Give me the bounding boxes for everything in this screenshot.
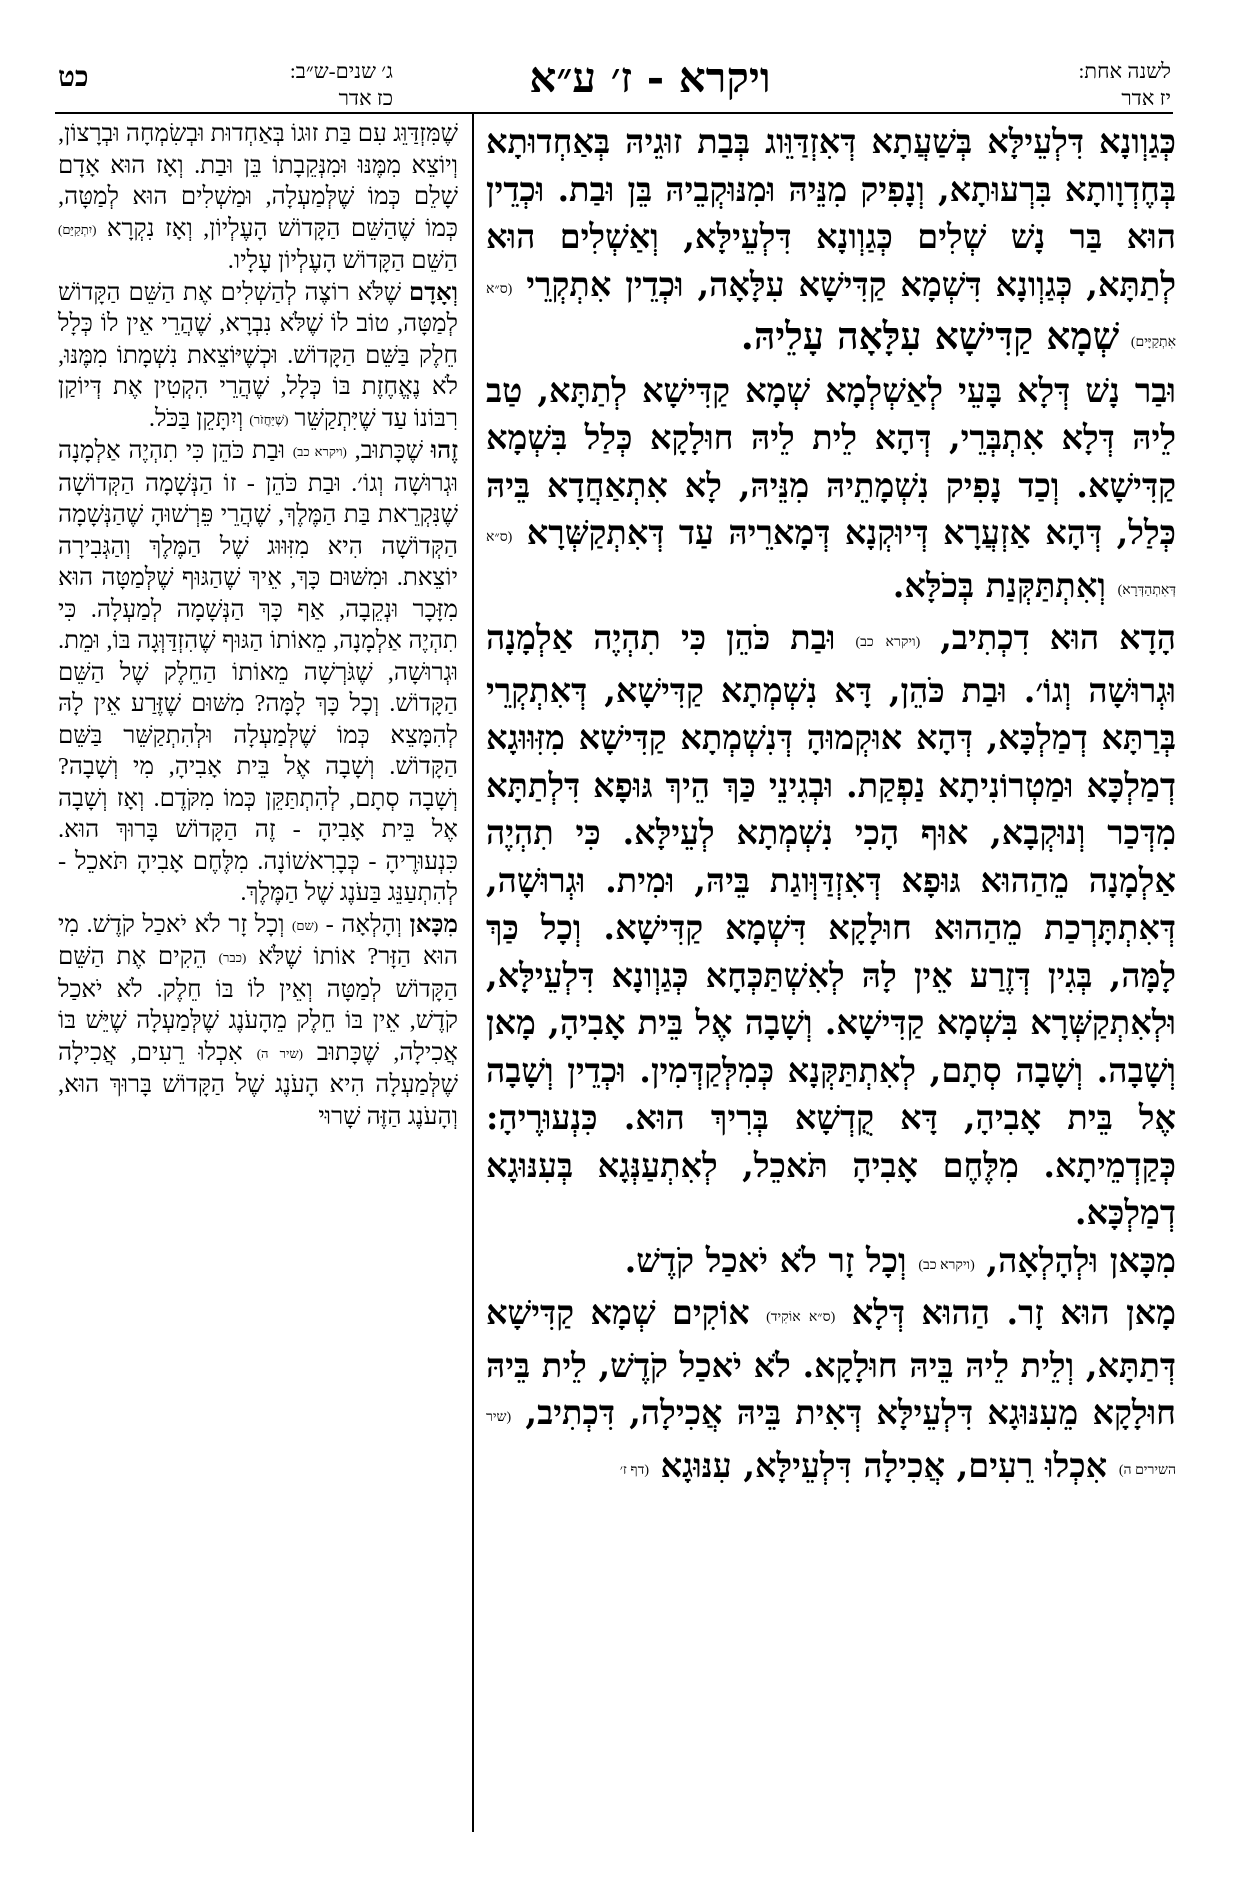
side-s1-source: (יִתְקַיֵּם) (58, 221, 97, 237)
side-s4-b: הֵקִים אֶת הַשֵּׁם הַקָּדוֹשׁ לְמַטָּה וְאֵין לוֹ בּוֹ חֵלֶק. לֹא יֹאכַל קֹדֶשׁ, אֵין בּוֹ חֵלֶק מֵהָעֹנֶג שֶׁלְּמַעְלָה שֶׁיֵּשׁ בּוֹ אֲכִילָה, שֶׁכָּתוּב (58, 943, 458, 1066)
side-s4-lead: מִכָּאן (409, 910, 459, 938)
page-title: ויקרא - ז׳ ע״א (529, 53, 771, 102)
main-p2-end: וְאִתְתַּקְּנַת בְּכֹלָּא. (892, 565, 1106, 605)
side-s4-source-3: (שיר ה) (256, 1045, 303, 1061)
side-s1-end: הַשֵּׁם הַקָּדוֹשׁ הָעֶלְיוֹן עָלָיו. (227, 247, 458, 274)
side-s2-end-a: שֶׁיִּתְקַשֵּׁר (294, 404, 376, 432)
main-p2-text: וּבַר נָשׁ דְּלָא בָּעֵי לְאַשְׁלְמָא שְׁמָא קַדִּישָׁא לְתַתָּא, טַב לֵיהּ דְּלָא אִתְבְּרֵי, דְּהָא לֵית לֵיהּ חוּלָקָא כְּלַל בִּשְׁמָא קַדִּישָׁא. וְכַד נָפִיק נִשְׁמָתֵיהּ מִנֵּיהּ, לָא אִתְאַחֲדָא בֵּיהּ כְּלַל, דְּהָא אַזְעֲרָא דְּיוּקְנָא דְּמָארֵיהּ עַד דְּאִתְקַשְּׁרָא (486, 370, 1176, 552)
study-schedule-label: לשנה אחת: (1078, 59, 1171, 83)
main-p5-text: מָאן הוּא זָר. הַהוּא דְּלָא (851, 1293, 1176, 1332)
side-s4-a: וְהָלְאָה - (325, 910, 402, 938)
side-s2-text: שֶׁלֹּא רוֹצֶה לְהַשְׁלִים אֶת הַשֵּׁם הַקָּדוֹשׁ לְמַטָּה, טוֹב לוֹ שֶׁלֹּא נִבְרָא, שֶׁהֲרֵי אֵין לוֹ כְּלָל חֵלֶק בַּשֵּׁם הַקָּדוֹשׁ. וּכְשֶׁיּוֹצֵאת נִשְׁמָתוֹ מִמֶּנּוּ, לֹא נֶאֱחֶזֶת בּוֹ כְּלָל, שֶׁהֲרֵי הִקְטִין אֶת דְּיוֹקַן רִבּוֹנוֹ עַד (58, 278, 458, 432)
side-s2-end-b: וְיִתָּקֵן בַּכֹּל. (148, 404, 244, 432)
main-p5-end: אִכְלוּ רֵעִים, אֲכִילָה דִּלְעֵילָּא, עִנּוּגָא (660, 1445, 1108, 1485)
side-s3-lead: זֶהוּ (430, 437, 459, 464)
main-p5-source-2: (שיר השירים ה) (486, 1410, 1176, 1478)
translation-column (58, 118, 458, 1132)
main-paragraph-2 (486, 367, 1176, 615)
side-s1-text: שֶׁמִּזְדַּוֵּג עִם בַּת זוּגוֹ בְּאַחְדוּת וּבְשִׂמְחָה וּבְרָצוֹן, וְיוֹצֵא מִמֶּנּוּ וּמִנְּקֵבָתוֹ בֵּן וּבַת. וְאָז הוּא אָדָם שָׁלֵם כְּמוֹ שֶׁלְּמַעְלָה, וּמַשְׁלִים הוּא לְמַטָּה, כְּמוֹ שֶׁהַשֵּׁם הַקָּדוֹשׁ הָעֶלְיוֹן, וְאָז נִקְרָא (58, 120, 458, 242)
side-s4-text: וְכָל זָר לֹא יֹאכַל קֹדֶשׁ. מִי הוּא הַזָּר? אוֹתוֹ שֶׁלֹּא (58, 910, 458, 970)
header-right-info (1078, 58, 1171, 112)
main-p3-end: תֹּאכֵל, לְאִתְעַנְּגָא בְּעִנּוּגָא דְמַלְכָּא. (486, 1145, 1176, 1232)
side-s3-end: הַמֶּלֶךְ. (240, 879, 299, 906)
main-p5-source: (ס״א אוֹקִיד) (766, 1310, 836, 1325)
side-s4-source-2: (כבר) (218, 950, 247, 965)
side-s2-source: (שֶׁיַּחֲזֹר) (249, 411, 289, 427)
main-p5-mid: אוֹקִים שְׁמָא קַדִּישָׁא דְּתַתָּא, וְלֵית לֵיהּ בֵּיהּ חוּלָקָא. לֹא יֹאכַל קֹדֶשׁ, לֵית בֵּיהּ חוּלָקָא מֵעִנּוּגָא דִּלְעֵילָּא דְּאִית בֵּיהּ אֲכִילָה, דִּכְתִיב, (486, 1293, 1176, 1432)
alt-schedule-label: ג׳ שנים-ש״ב: (289, 59, 393, 83)
page-number: כט (58, 62, 89, 93)
main-p1-text: כְּגַוְונָא דִּלְעֵילָּא בְּשַׁעֲתָא דְּאִזְדַּוֵּוג בְּבַת זוּגֵיהּ בְּאַחְדוּתָא בְּחֶדְוָותָא בִּרְעוּתָא, וְנָפִיק מִנֵּיהּ וּמִנּוּקְבֵיהּ בֵּן וּבַת. וּכְדֵין הוּא בַּר נָשׁ שְׁלִים כְּגַוְונָא דִּלְעֵילָּא, וְאַשְׁלִים הוּא לְתַתָּא, כְּגַוְונָא דִּשְׁמָא קַדִּישָׁא עִלָּאָה, וּכְדֵין אִתְקְרֵי (486, 122, 1177, 304)
header-left-info (290, 58, 393, 112)
side-paragraph-1 (58, 118, 458, 277)
header-rule (55, 112, 1173, 114)
side-paragraph-4 (58, 909, 458, 1133)
side-s3-source: (ויקרא כב) (292, 444, 347, 459)
side-paragraph-2 (58, 277, 458, 436)
main-paragraph-4 (486, 1237, 1176, 1290)
column-divider (472, 112, 474, 1832)
side-s4-source: (שם) (292, 917, 319, 933)
study-date: יז אדר (1121, 86, 1171, 110)
side-s3-text: וּבַת כֹּהֵן כִּי תִהְיֶה אַלְמָנָה וּגְרוּשָׁה וְגוֹ׳. וּבַת כֹּהֵן - זוֹ הַנְּשָׁמָה הַקְּדוֹשָׁה שֶׁנִּקְרֵאת בַּת הַמֶּלֶךְ, שֶׁהֲרֵי פֵּרְשׁוּהָ שֶׁהַנְּשָׁמָה הַקְּדוֹשָׁה הִיא מִזִּוּוּג שֶׁל הַמֶּלֶךְ וְהַגְּבִירָה יוֹצֵאת. וּמִשּׁוּם כָּךְ, אֵיךְ שֶׁהַגּוּף שֶׁלְּמַטָּה הוּא מִזָּכָר וּנְקֵבָה, אַף כָּךְ הַנְּשָׁמָה לְמַעְלָה. כִּי תִהְיֶה אַלְמָנָה, מֵאוֹתוֹ הַגּוּף שֶׁהִזְדַּוְּגָה בּוֹ, וּמֵת. וּגְרוּשָׁה, שֶׁגֹּרְשָׁה מֵאוֹתוֹ הַחֵלֶק שֶׁל הַשֵּׁם הַקָּדוֹשׁ. וְכָל כָּךְ לָמָּה? מִשּׁוּם שֶׁזֶּרַע אֵין לָהּ לְהִמָּצֵא כְּמוֹ שֶׁלְּמַעְלָה וּלְהִתְקַשֵּׁר בַּשֵּׁם הַקָּדוֹשׁ. וְשָׁבָה אֶל בֵּית אָבִיהָ, מִי וְשָׁבָה? וְשָׁבָה סְתָם, לְהִתְתַּקֵּן כְּמוֹ מִקֹּדֶם. וְאָז וְשָׁבָה אֶל בֵּית אָבִיהָ - זֶה הַקָּדוֹשׁ בָּרוּךְ הוּא. כִּנְעוּרֶיהָ - כְּבָרִאשׁוֹנָה. מִלֶּחֶם אָבִיהָ תֹּאכֵל - לְהִתְעַנֵּג בַּעֹנֶג שֶׁל (58, 437, 458, 906)
main-p3-source: (ויקרא כב) (855, 635, 921, 650)
side-s3-a: שֶׁכָּתוּב, (354, 437, 424, 464)
main-p3-text: וּבַת כֹּהֵן כִּי תִהְיֶה אַלְמָנָה וּגְרוּשָׁה וְגוֹ׳. וּבַת כֹּהֵן, דָּא נִשְׁמְתָא קַדִּישָׁא, דְּאִתְקְרֵי בְּרַתָּא דְמַלְכָּא, דְּהָא אוּקְמוּהָ דְּנִשְׁמְתָא קַדִּישָׁא מִזִּוּוּגָא דְמַלְכָּא וּמַטְרוֹנִיתָא נַפְקַת. וּבְגִינֵי כַּךְ הֵיךְ גּוּפָא דִּלְתַתָּא מִדְּכַר וְנוּקְבָא, אוּף הָכִי נִשְׁמְתָא לְעֵילָּא. כִּי תִהְיֶה אַלְמָנָה מֵהַהוּא גּוּפָא דְּאִזְדַּוְּוגַת בֵּיהּ, וּמִית. וּגְרוּשָׁה, דְּאִתְתָּרְכַת מֵהַהוּא חוּלָקָא דִּשְׁמָא קַדִּישָׁא. וְכָל כַּךְ לָמָּה, בְּגִין דְּזֶרַע אֵין לָהּ לְאִשְׁתַּכְּחָא כְּגַוְונָא דִּלְעֵילָּא, וּלְאִתְקַשְּׁרָא בִּשְׁמָא קַדִּישָׁא. וְשָׁבָה אֶל בֵּית אָבִיהָ, מָאן וְשָׁבָה. וְשָׁבָה סְתָם, לְאִתְתַּקְּנָא כְּמִלְּקַדְּמִין. וּכְדֵין וְשָׁבָה אֶל בֵּית אָבִיהָ, דָּא קֻדְשָׁא בְּרִיךְ הוּא. כִּנְעוּרֶיהָ: כְּקַדְמֵיתָא. מִלֶּחֶם אָבִיהָ (486, 618, 1177, 1185)
main-paragraph-1 (486, 118, 1176, 367)
main-p5-page-ref: (דף ז׳ (619, 1462, 649, 1478)
side-s2-lead: וְאָדָם (408, 278, 458, 306)
main-paragraph-3 (486, 614, 1176, 1237)
main-p3-lead: הָדָא הוּא דִכְתִיב, (940, 618, 1177, 657)
main-p1-end: שְׁמָא קַדִּישָׁא עִלָּאָה עָלֵיהּ. (740, 314, 1120, 358)
main-p4-source: (ויקרא כב) (918, 1257, 975, 1273)
main-p4-lead: מִכָּאן וּלְהָלְאָה, (986, 1240, 1176, 1280)
main-paragraph-5 (486, 1289, 1176, 1494)
side-s4-c: אִכְלוּ רֵעִים, אֲכִילָה שֶׁלְּמַעְלָה הִיא הָעֹנֶג שֶׁל הַקָּדוֹשׁ בָּרוּךְ הוּא, וְהָעֹנֶג הַזֶּה שָׁרוּי (58, 1038, 458, 1130)
side-paragraph-3 (58, 435, 458, 909)
main-text-column (486, 118, 1176, 1494)
alt-study-date: כז אדר (338, 86, 393, 110)
main-p2-source: (ס״א דְּאִתְהַדְּרָא) (486, 530, 1176, 598)
main-p1-source: (ס״א אִתְקַיָּים) (486, 281, 1176, 350)
main-p4-text: וְכָל זָר לֹא יֹאכַל קֹדֶשׁ. (624, 1240, 907, 1280)
